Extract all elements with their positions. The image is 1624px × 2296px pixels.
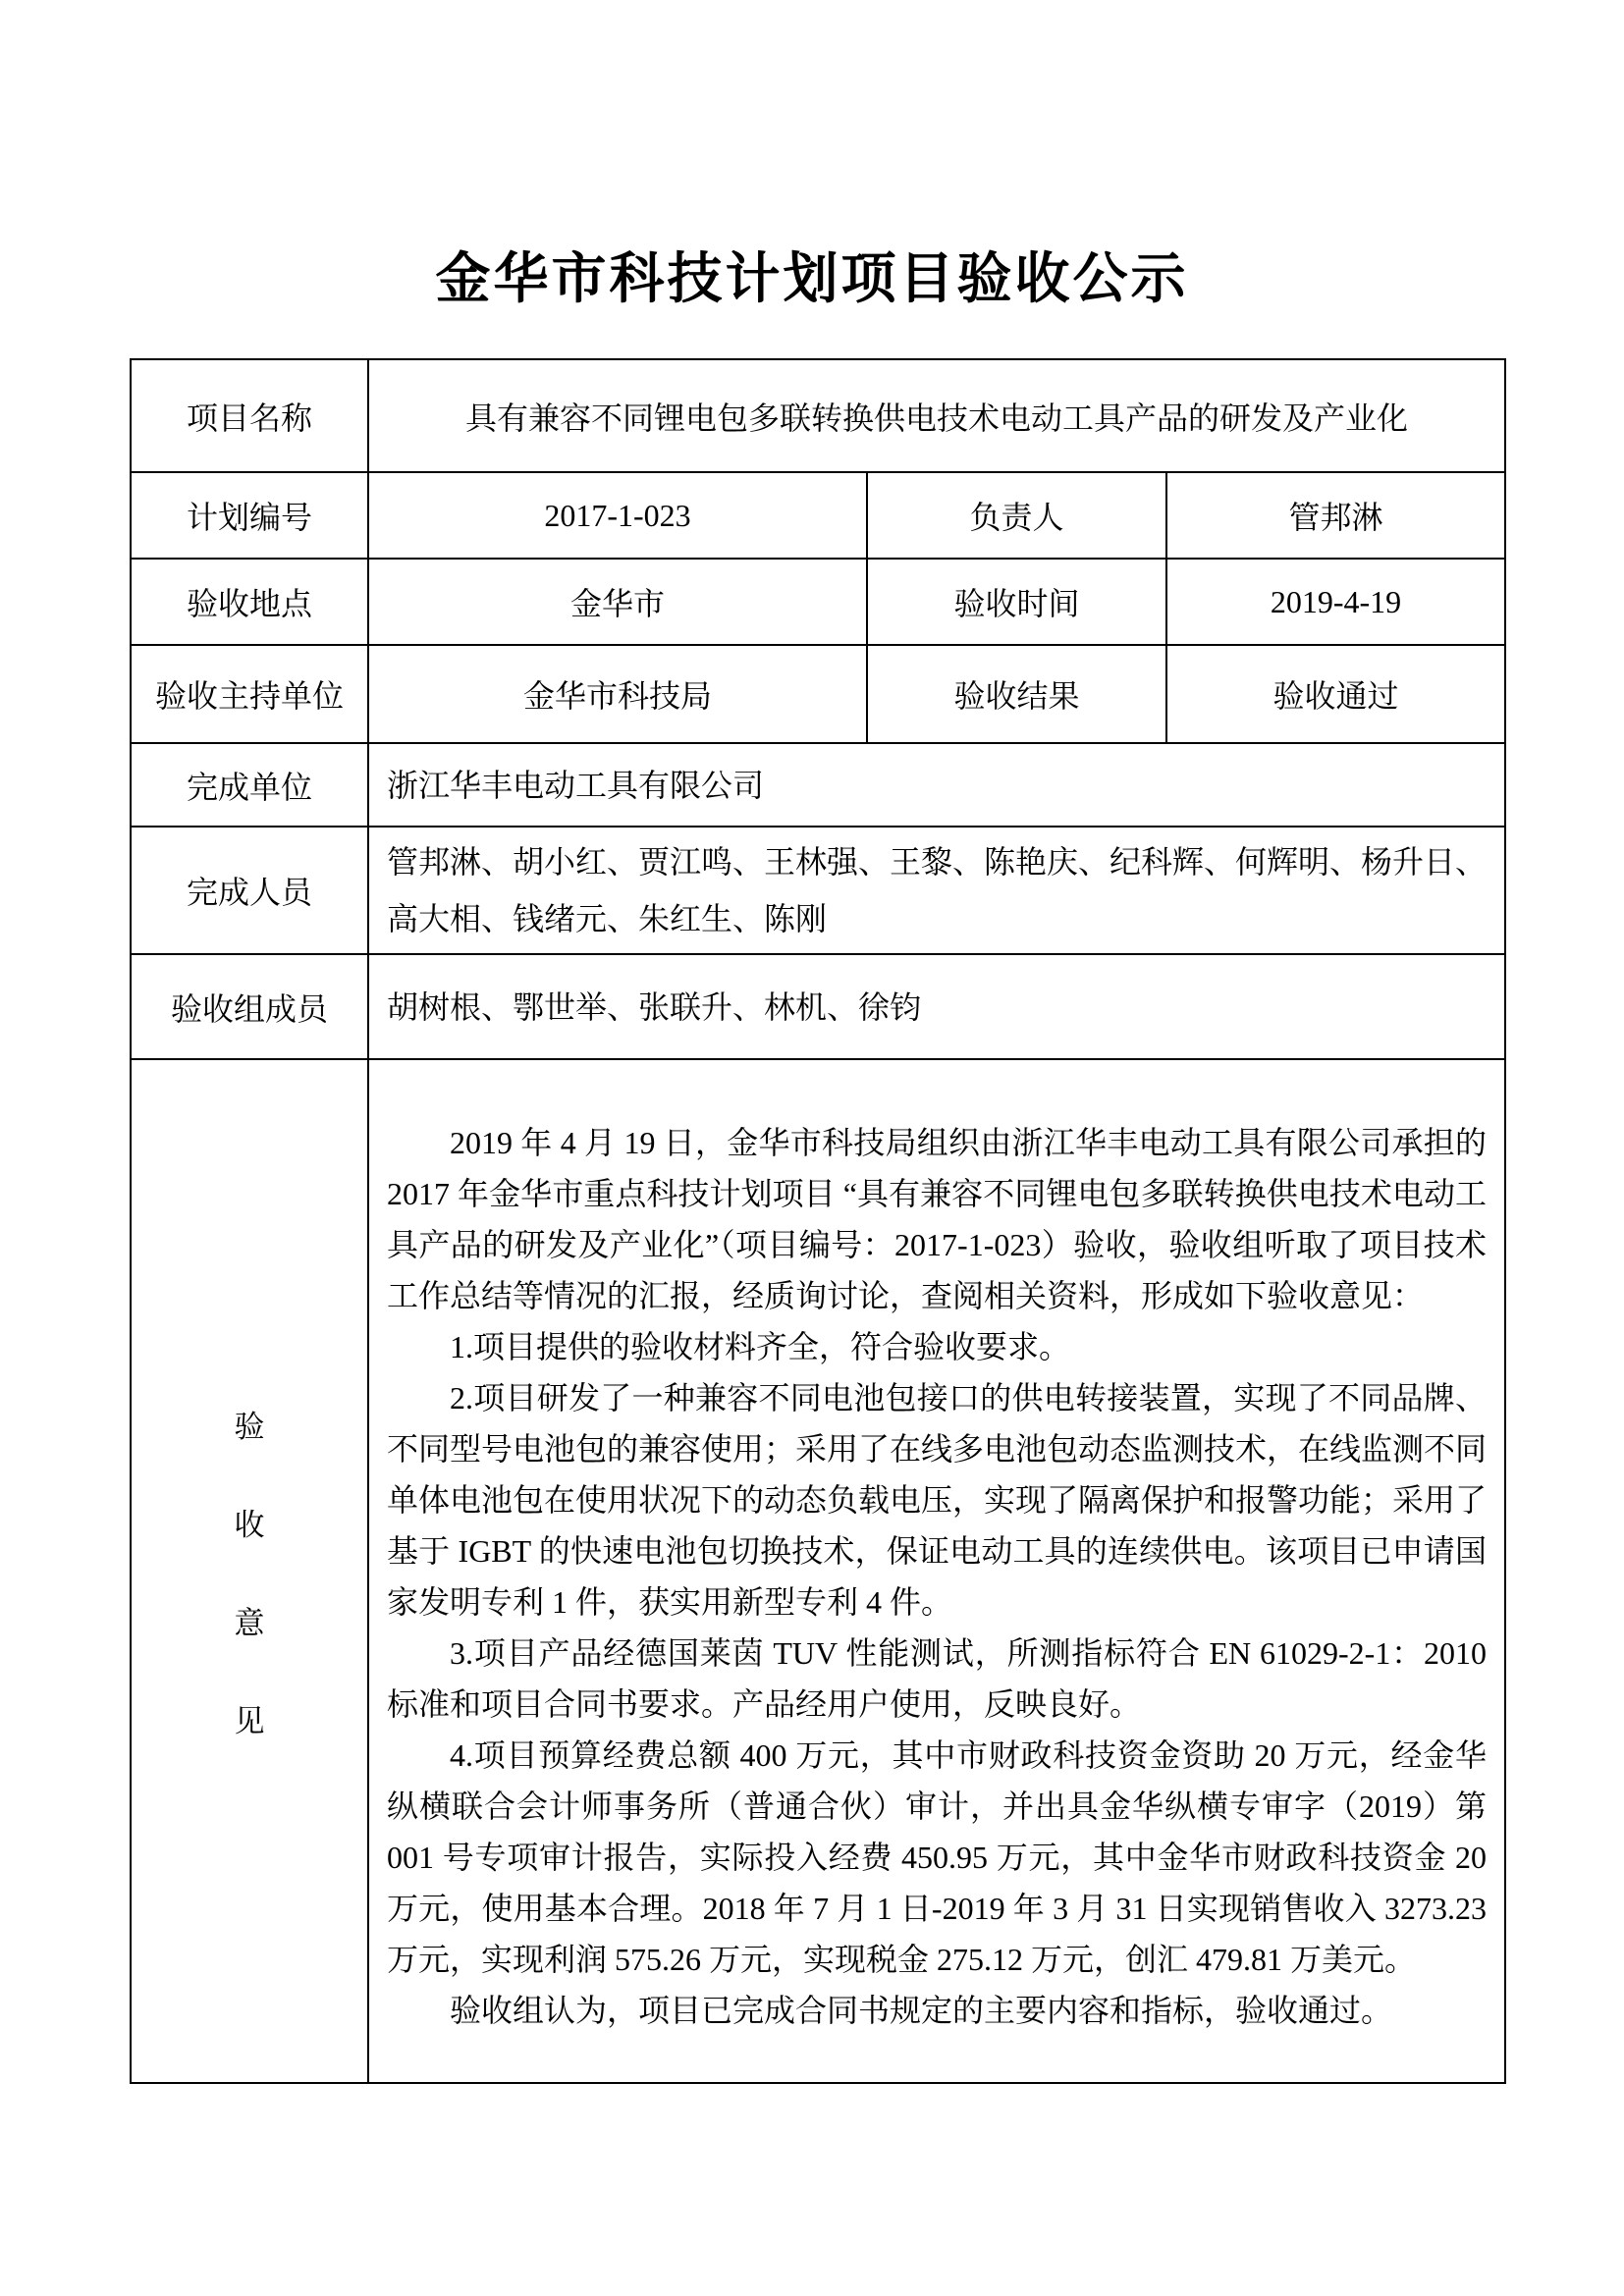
completion-unit-value: 浙江华丰电动工具有限公司 [368, 743, 1505, 827]
completion-unit-label: 完成单位 [131, 743, 368, 827]
project-name-value: 具有兼容不同锂电包多联转换供电技术电动工具产品的研发及产业化 [368, 359, 1505, 472]
acceptance-place-value: 金华市 [368, 559, 867, 645]
host-unit-value: 金华市科技局 [368, 645, 867, 743]
table-row-plan-number [131, 472, 1505, 559]
page-title: 金华市科技计划项目验收公示 [435, 249, 1189, 310]
acceptance-group-value: 胡树根、鄂世举、张联升、林机、徐钧 [368, 954, 1505, 1059]
opinion-paragraph-item-4: 4.项目预算经费总额 400 万元，其中市财政科技资金资助 20 万元，经金华纵横联合会计师事务所（普通合伙）审计，并出具金华纵横专审字（2019）第 001 号专项审计报告，实际投入经费 450.95 万元，其中金华市财政科技资金 20 万元，使用基本合理。2018 年 7 月 1 日-2019 年 3 月 31 日实现销售收入 3273.23 万元，实现利润 575.26 万元，实现税金 275.12 万元，创汇 479.81 万美元。 [387, 1736, 1488, 1977]
plan-number-value: 2017-1-023 [368, 472, 867, 559]
completion-staff-label: 完成人员 [131, 827, 368, 954]
acceptance-opinion-value [368, 1059, 1505, 2083]
result-value: 验收通过 [1166, 645, 1505, 743]
acceptance-place-label: 验收地点 [131, 559, 368, 645]
result-label: 验收结果 [867, 645, 1166, 743]
acceptance-table [130, 358, 1506, 2084]
opinion-label-char-2: 收 [234, 1508, 265, 1543]
table-row-completion-staff [131, 827, 1505, 954]
opinion-paragraph-item-2: 2.项目研发了一种兼容不同电池包接口的供电转接装置，实现了不同品牌、不同型号电池包的兼容使用；采用了在线多电池包动态监测技术，在线监测不同单体电池包在使用状况下的动态负载电压，实现了隔离保护和报警功能；采用了基于 IGBT 的快速电池包切换技术，保证电动工具的连续供电。该项目已申请国家发明专利 1 件，获实用新型专利 4 件。 [387, 1379, 1488, 1620]
leader-value: 管邦淋 [1166, 472, 1505, 559]
table-row-project-name [131, 359, 1505, 472]
leader-label: 负责人 [867, 472, 1166, 559]
acceptance-opinion-label [131, 1059, 368, 2083]
acceptance-opinion-label-stack [137, 1402, 361, 1740]
table-row-acceptance-group [131, 954, 1505, 1059]
opinion-label-char-4: 见 [234, 1704, 265, 1739]
table-row-acceptance-opinion [131, 1059, 1505, 2083]
opinion-paragraph-intro: 2019 年 4 月 19 日，金华市科技局组织由浙江华丰电动工具有限公司承担的 2017 年金华市重点科技计划项目 “具有兼容不同锂电包多联转换供电技术电动工具产品的研发及产业化”（项目编号：2017-1-023）验收，验收组听取了项目技术工作总结等情况的汇报，经质询讨论，查阅相关资料，形成如下验收意见： [387, 1124, 1488, 1313]
opinion-label-char-3: 意 [234, 1606, 265, 1641]
table-row-completion-unit [131, 743, 1505, 827]
opinion-paragraph-conclusion: 验收组认为，项目已完成合同书规定的主要内容和指标，验收通过。 [450, 1992, 1393, 2028]
opinion-paragraph-item-3: 3.项目产品经德国莱茵 TUV 性能测试，所测指标符合 EN 61029-2-1：2010 标准和项目合同书要求。产品经用户使用，反映良好。 [387, 1634, 1488, 1722]
table-row-acceptance-place [131, 559, 1505, 645]
host-unit-label: 验收主持单位 [131, 645, 368, 743]
plan-number-label: 计划编号 [131, 472, 368, 559]
table-row-host-unit [131, 645, 1505, 743]
opinion-label-char-1: 验 [234, 1410, 265, 1445]
acceptance-time-label: 验收时间 [867, 559, 1166, 645]
acceptance-group-label: 验收组成员 [131, 954, 368, 1059]
project-name-label: 项目名称 [131, 359, 368, 472]
opinion-paragraph-item-1: 1.项目提供的验收材料齐全，符合验收要求。 [450, 1328, 1071, 1364]
acceptance-time-value: 2019-4-19 [1166, 559, 1505, 645]
completion-staff-value: 管邦淋、胡小红、贾江鸣、王林强、王黎、陈艳庆、纪科辉、何辉明、杨升日、高大相、钱绪元、朱红生、陈刚 [368, 827, 1505, 954]
